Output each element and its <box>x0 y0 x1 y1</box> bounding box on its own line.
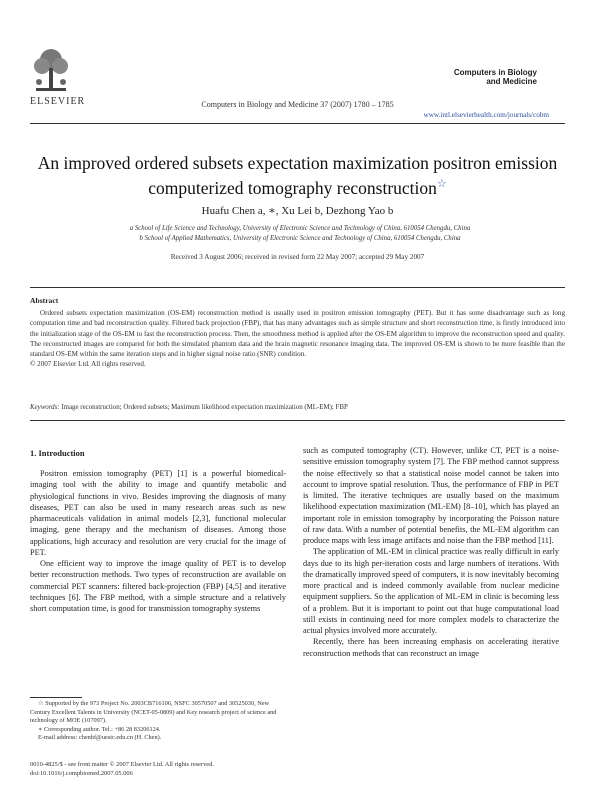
keywords-label: Keywords: <box>30 404 60 411</box>
footnote-star-link[interactable]: ☆ <box>436 178 447 190</box>
footnotes <box>30 700 286 743</box>
title-line-2-text: computerized tomography reconstruction <box>148 177 437 198</box>
journal-citation: Computers in Biology and Medicine 37 (2007) 1780 – 1785 <box>201 100 394 109</box>
right-paragraph-1: such as computed tomography (CT). However, unlike CT, PET is a noise-sensitive emission tomography system [7]. The FBP method cannot suppress the noise effectively so that a statistical noise model cannot be taken into account to improve spatial resolution. Thus, the performance of FBP in PET is limited. The iterative techniques are usually based on the maximum likelihood expectation maximization (ML-EM) [8–10], which has played an important role in emission tomography by incorporating the Poisson nature of raw data. With a number of potential benefits, the ML-EM algorithm can produce maps with less image artifacts and noise than the FBP method [11]. <box>303 446 559 545</box>
footnote-rule <box>30 697 82 698</box>
section-heading-introduction: 1. Introduction <box>30 448 85 458</box>
right-paragraph-3: Recently, there has been increasing emphasis on accelerating iterative reconstruction methods that can reconstruct an image <box>303 637 559 658</box>
right-paragraph-2: The application of ML-EM in clinical practice was really difficult in early days due to its high per-iteration costs and large numbers of iterations. With the dramatically improved speed of computers, it is now inevitably becoming more practical and is indeed commonly available from nuclear medicine equipment suppliers. So the application of ML-EM in clinic is becoming less of a problem. But it is important to point out that huge computational load still exists in continuing need for more complex models to characterize the actual physics involved more accurately. <box>303 547 559 635</box>
intro-paragraph-1: Positron emission tomography (PET) [1] is a powerful biomedical-imaging tool with the ability to image and quantify metabolic and physiological functions in vivo. Besides improving the diagnosis of many diseases, PET can also be used in many research areas such as new pharmaceuticals validation in animal models [2,3], functional molecular imaging, gene therapy and the mechanism of diseases. Among those applications, high accuracy and resolution are very crucial for the image of PET. <box>30 469 286 557</box>
title-line-1: An improved ordered subsets expectation maximization positron emission <box>37 153 558 173</box>
footnote-email[interactable]: E-mail address: chenhf@uestc.edu.cn (H. Chen). <box>38 734 162 742</box>
keywords-rule <box>30 420 565 421</box>
author-list: Huafu Chen a, ∗, Xu Lei b, Dezhong Yao b <box>201 205 394 217</box>
abstract-top-rule <box>30 287 565 288</box>
affiliation-b: b School of Applied Mathematics, University of Electronic Science and Technology of China, 610054 Chengdu, China <box>139 235 461 242</box>
publisher-name: ELSEVIER <box>30 96 86 107</box>
elsevier-logo <box>30 46 72 98</box>
abstract-text: Ordered subsets expectation maximization (OS-EM) reconstruction method is usually used in positron emission tomography (PET). But it has some disadvantage such as long computation time and bad reconstruction quality. Filtered back projection (FBP), that has many advantages such as simple structure and short reconstruction time, is firstly introduced into the initialization stage of the OS-EM to fast the reconstruction process. Then, the smoothness method is applied after the OS-EM algorithm to improve the reconstruction speed and quality. The reconstructed images are compared for both the simulated phantom data and the brain magnetic resonance imaging data. The improved OS-EM is shown to be more feasible than the standard OS-EM within the same iteration steps and in higher signal noise ratio (SNR) condition. <box>30 309 565 359</box>
footnote-funding: ☆ Supported by the 973 Project No. 2003CB716106, NSFC 30570507 and 30525030, New Century Excellent Talents in University (NCET-05-0809) and Key research project of science and technology of MOE (107097). <box>30 700 277 725</box>
journal-url-link[interactable]: www.intl.elsevierhealth.com/journals/cobm <box>423 111 549 119</box>
issn-line: 0010-4825/$ - see front matter © 2007 Elsevier Ltd. All rights reserved. <box>30 761 214 768</box>
abstract-heading: Abstract <box>30 296 59 305</box>
doi-link[interactable]: doi:10.1016/j.compbiomed.2007.05.006 <box>30 770 133 777</box>
front-matter-info <box>30 760 214 778</box>
paper-title <box>30 153 565 199</box>
journal-brand <box>454 68 537 86</box>
abstract-body <box>30 308 565 370</box>
header-rule <box>30 123 565 124</box>
received-dates: Received 3 August 2006; received in revised form 22 May 2007; accepted 29 May 2007 <box>170 253 425 261</box>
intro-paragraph-2: One efficient way to improve the image quality of PET is to develop better reconstruction methods. Two types of reconstruction are available on commercial PET scanners: filtered back-projection (FBP) [4,5] and iterative techniques [6]. The FBP method, with a simple structure and a relatively short computation time, is good for transmission tomography systems <box>30 559 286 613</box>
abstract-copyright: © 2007 Elsevier Ltd. All rights reserved. <box>30 360 146 369</box>
affiliations <box>60 224 540 244</box>
left-column-text <box>30 468 286 614</box>
right-column-text <box>303 445 559 659</box>
brand-line-2: and Medicine <box>486 77 537 86</box>
brand-line-1: Computers in Biology <box>453 68 537 77</box>
affiliation-a: a School of Life Science and Technology, University of Electronic Science and Technology of China, 610054 Chengdu, China <box>129 225 471 232</box>
footnote-corresponding: ∗ Corresponding author. Tel.: +86 28 83206124. <box>38 725 161 733</box>
title-line-2 <box>30 174 565 199</box>
keywords <box>30 404 565 411</box>
keywords-text: Image reconstruction; Ordered subsets; Maximum likelihood expectation maximization (ML-EM); FBP <box>61 404 348 411</box>
